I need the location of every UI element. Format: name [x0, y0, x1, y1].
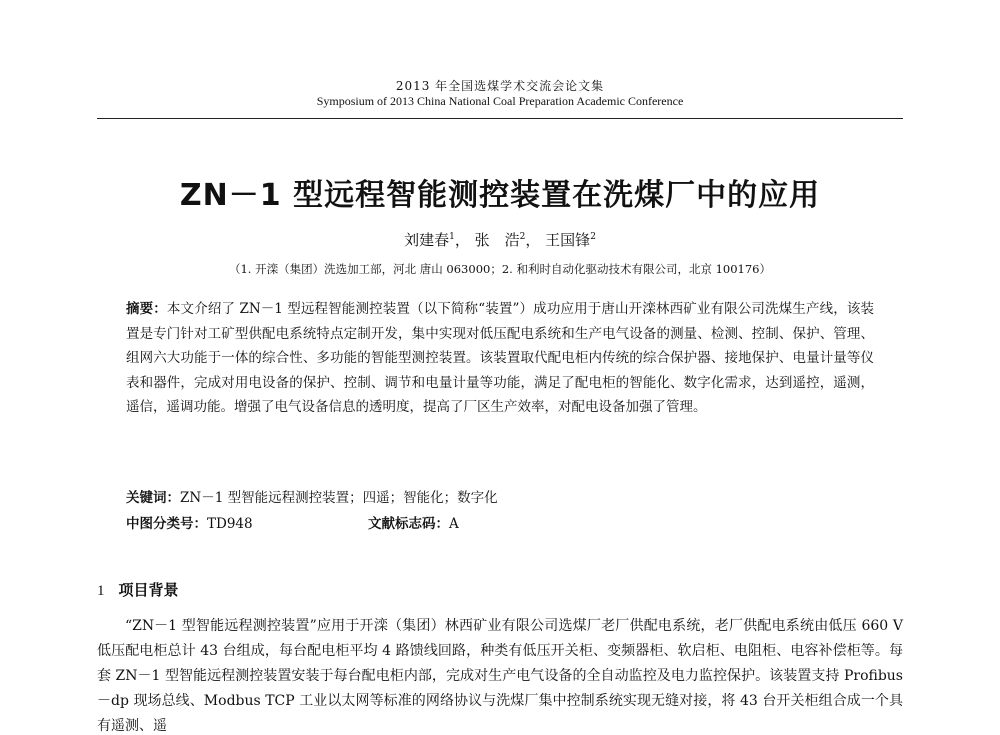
author-separator: ，	[454, 231, 470, 249]
keywords-text: ZN－1 型智能远程测控装置；四遥；智能化；数字化	[180, 490, 498, 506]
section-number: 1	[97, 583, 105, 599]
running-head-english: Symposium of 2013 China National Coal Preparation Academic Conference	[316, 94, 684, 108]
abstract-label: 摘要：	[126, 301, 167, 317]
document-code-value: A	[449, 516, 459, 532]
author-affiliation-mark: 2	[590, 232, 596, 242]
author-affiliation-mark: 2	[519, 232, 526, 242]
running-head-chinese: 2013 年全国选煤学术交流会论文集	[395, 79, 605, 93]
document-code-label: 文献标志码：	[368, 516, 449, 532]
paper-title: ZN－1 型远程智能测控装置在洗煤厂中的应用	[179, 178, 821, 213]
section-title: 项目背景	[118, 581, 179, 599]
author-affiliation-mark: 1	[449, 232, 455, 242]
author-separator: ，	[525, 231, 541, 249]
author-name: 王国锋	[545, 231, 591, 249]
abstract-text: 本文介绍了 ZN－1 型远程智能测控装置（以下简称“装置”）成功应用于唐山开滦林西矿业有限公司洗煤生产线，该装置是专门针对工矿型供配电系统特点定制开发，集中实现对低压配电系统和生产电气设备的测量、检测、控制、保护、管理、组网六大功能于一体的综合性、多功能的智能型测控装置。该装置取代配电柜内传统的综合保护器、接地保护、电量计量等仪表和器件，完成对用电设备的保护、控制、调节和电量计量等功能，满足了配电柜的智能化、数字化需求，达到遥控，遥测，遥信，遥调功能。增强了电气设备信息的透明度，提高了厂区生产效率，对配电设备加强了管理。	[126, 301, 875, 415]
classification-label: 中图分类号：	[126, 516, 207, 532]
affiliations: （1. 开滦（集团）洗选加工部，河北 唐山 063000；2. 和利时自动化驱动技术有限公司，北京 100176）	[228, 262, 772, 276]
author-name: 刘建春	[404, 231, 450, 249]
body-paragraph: “ZN－1 型智能远程测控装置”应用于开滦（集团）林西矿业有限公司选煤厂老厂供配电系统，老厂供配电系统由低压 660 V 低压配电柜总计 43 台组成，每台配电柜平均 4 路馈线回路，种类有低压开关柜、变频器柜、软启柜、电阻柜、电容补偿柜等。每套 ZN－1 型智能远程测控装置安装于每台配电柜内部，完成对生产电气设备的全自动监控及电力监控保护。该装置支持 Profibus－dp 现场总线、Modbus TCP 工业以太网等标准的网络协议与洗煤厂集中控制系统实现无缝对接，将 43 台开关柜组合成一个具有遥测、遥	[97, 618, 903, 734]
keywords-label: 关键词：	[126, 490, 180, 506]
classification-value: TD948	[207, 516, 253, 532]
author-name: 张 浩	[474, 231, 520, 249]
